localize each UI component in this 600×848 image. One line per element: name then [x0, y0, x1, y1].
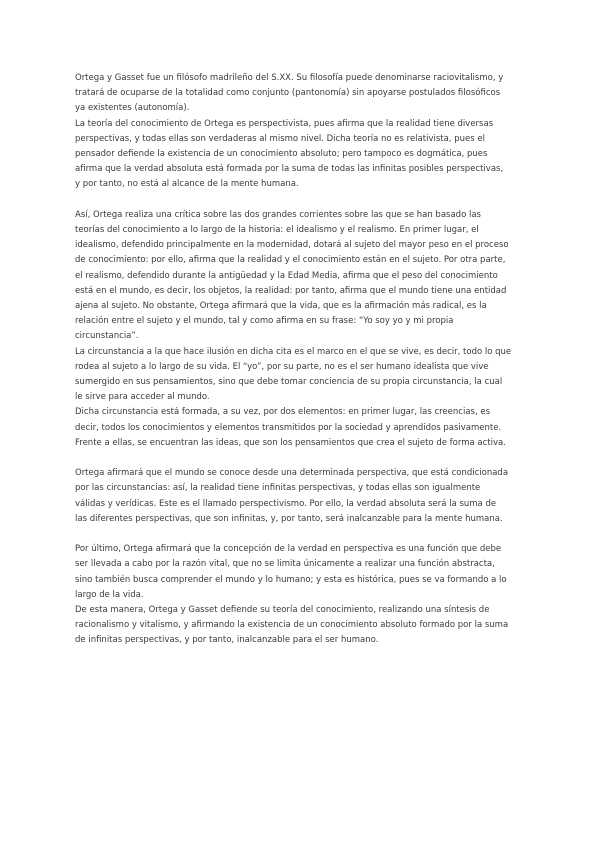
text-line: válidas y verídicas. Este es el llamado perspectivismo. Por ello, la verdad absoluta será la suma de: [75, 498, 497, 509]
text-line: Por último, Ortega afirmará que la concepción de la verdad en perspectiva es una función que debe: [75, 544, 502, 555]
paragraph-gap: [75, 193, 530, 208]
text-line: ser llevada a cabo por la razón vital, que no se limita únicamente a realizar una función abstracta,: [75, 559, 495, 570]
text-line: le sirve para acceder al mundo.: [75, 392, 210, 403]
text-line: de infinitas perspectivas, y por tanto, inalcanzable para el ser humano.: [75, 635, 379, 646]
text-line: perspectivas, y todas ellas son verdaderas al mismo nivel. Dicha teoría no es relativista, pues el: [75, 133, 485, 144]
text-line: De esta manera, Ortega y Gasset defiende su teoría del conocimiento, realizando una síntesis de: [75, 605, 490, 616]
paragraph-conclusion: [75, 542, 530, 648]
text-line: tratará de ocuparse de la totalidad como conjunto (pantonomía) sin apoyarse postulados filosóficos: [75, 88, 501, 99]
text-line: Dicha circunstancia está formada, a su vez, por dos elementos: en primer lugar, las creencias, es: [75, 407, 491, 418]
text-line: Así, Ortega realiza una crítica sobre las dos grandes corrientes sobre las que se han basado las: [75, 209, 481, 220]
text-line: relación entre el sujeto y el mundo, tal y como afirma en su frase: “Yo soy yo y mi propia: [75, 316, 454, 327]
text-line: está en el mundo, es decir, los objetos, la realidad: por tanto, afirma que el mundo tiene una entidad: [75, 285, 507, 296]
paragraph-perspectivismo: [75, 466, 530, 527]
text-line: sumergido en sus pensamientos, sino que debe tomar conciencia de su propia circunstancia, la cual: [75, 377, 503, 388]
paragraph-critica: [75, 208, 530, 451]
text-line: ajena al sujeto. No obstante, Ortega afirmará que la vida, que es la afirmación más radical, es la: [75, 301, 487, 312]
paragraph-gap: [75, 451, 530, 466]
text-line: afirma que la verdad absoluta está formada por la suma de todas las infinitas posibles perspectivas,: [75, 164, 504, 175]
paragraph-intro: [75, 71, 530, 193]
text-line: largo de la vida.: [75, 589, 144, 600]
text-line: Frente a ellas, se encuentran las ideas, que son los pensamientos que crea el sujeto de forma activa.: [75, 437, 506, 448]
text-line: las diferentes perspectivas, que son infinitas, y, por tanto, será inalcanzable para la mente humana.: [75, 513, 503, 524]
text-line: racionalismo y vitalismo, y afirmando la existencia de un conocimiento absoluto formado por la suma: [75, 620, 509, 631]
text-line: circunstancia”.: [75, 331, 139, 342]
text-line: y por tanto, no está al alcance de la mente humana.: [75, 179, 299, 190]
text-line: idealismo, defendido principalmente en la modernidad, dotará al sujeto del mayor peso en el proceso: [75, 240, 509, 251]
text-line: decir, todos los conocimientos y elementos transmitidos por la sociedad y aprendidos pasivamente.: [75, 422, 502, 433]
paragraph-gap: [75, 527, 530, 542]
text-line: rodea al sujeto a lo largo de su vida. El “yo”, por su parte, no es el ser humano idealista que vive: [75, 361, 489, 372]
text-line: pensador defiende la existencia de un conocimiento absoluto; pero tampoco es dogmática, pues: [75, 149, 488, 160]
text-line: el realismo, defendido durante la antigüedad y la Edad Media, afirma que el peso del conocimiento: [75, 270, 498, 281]
document-body: [75, 71, 530, 649]
text-line: de conocimiento: por ello, afirma que la realidad y el conocimiento están en el sujeto. Por otra parte,: [75, 255, 506, 266]
text-line: teorías del conocimiento a lo largo de la historia: el idealismo y el realismo. En primer lugar, el: [75, 225, 479, 236]
text-line: sino también busca comprender el mundo y lo humano; y esta es histórica, pues se va formando a lo: [75, 574, 507, 585]
text-line: Ortega afirmará que el mundo se conoce desde una determinada perspectiva, que está condicionada: [75, 468, 509, 479]
text-line: ya existentes (autonomía).: [75, 103, 190, 114]
text-line: Ortega y Gasset fue un filósofo madrileño del S.XX. Su filosofía puede denominarse raciovitalismo, y: [75, 73, 504, 83]
text-line: La teoría del conocimiento de Ortega es perspectivista, pues afirma que la realidad tiene diversas: [75, 118, 494, 129]
text-line: La circunstancia a la que hace ilusión en dicha cita es el marco en el que se vive, es decir, todo lo que: [75, 346, 512, 357]
text-line: por las circunstancias: así, la realidad tiene infinitas perspectivas, y todas ellas son igualmente: [75, 483, 481, 494]
